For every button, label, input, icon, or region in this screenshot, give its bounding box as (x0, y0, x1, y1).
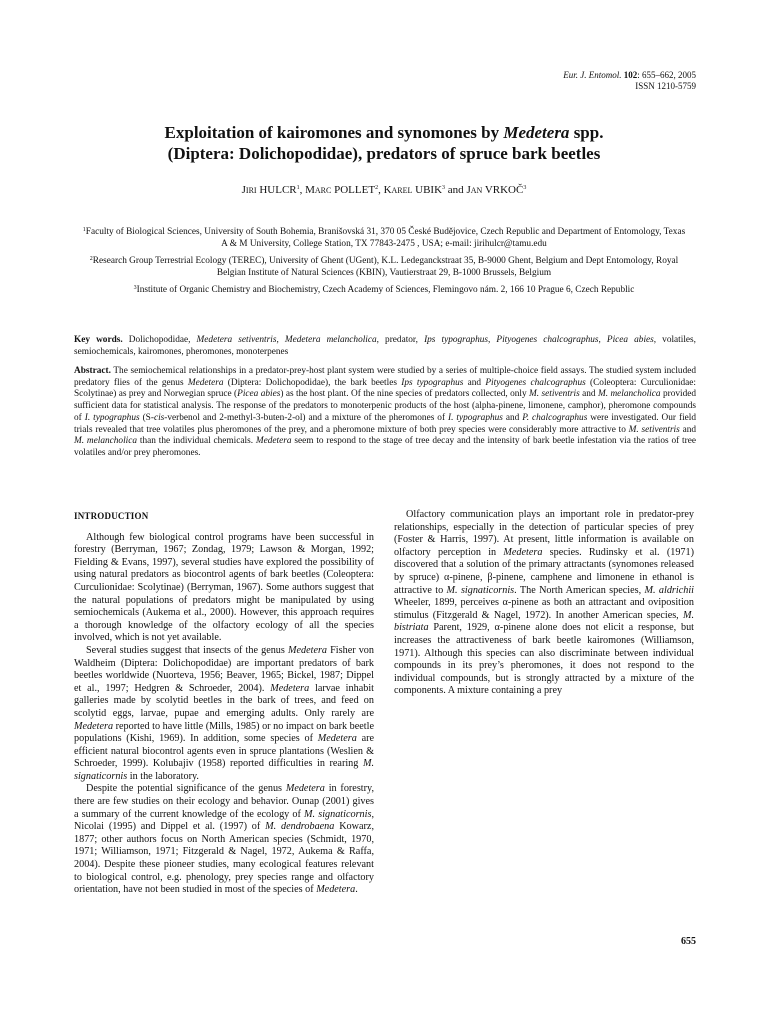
paper-title (72, 122, 696, 164)
abstract-text: were investigated. Our field trials revealed that tree volatiles plus pheromones of the prey, and a pheromone mixture of both prey species were considerably more attractive to (74, 412, 697, 435)
journal-volume: 102 (623, 70, 638, 80)
abstract-text: -verbenol and 2-methyl-3-buten-2-ol) and a mixture of the pheromones of (164, 412, 449, 423)
abstract-block (74, 366, 696, 460)
abstract-text: ) as the host plant. Of the nine species of predators collected, only (280, 389, 530, 400)
intro-paragraph-4 (394, 509, 694, 698)
affiliation-marker: 3 (442, 185, 446, 191)
paragraph-text: Parent, 1929, α-pinene alone does not elicit a response, but increases the attractiveness of bark beetle kairomones (Williamson, 1971). Although this species can also discriminate between individual compounds in its prey’s pheromones, it does not respond to the individual compounds, but is strongly attracted by a mixture of the components. A mixture containing a prey (394, 622, 694, 697)
keywords-text: , volatiles, semiochemicals, kairomones, pheromones, monoterpenes (74, 335, 697, 357)
keywords-text: , (598, 335, 607, 345)
abstract-text: seem to respond to the stage of tree decay and the intensity of bark beetle infestation via the ratios of tree volatiles and/or prey pheromones. (74, 436, 696, 458)
paragraph-species: Medetera (285, 783, 325, 795)
abstract-text: than the individual chemicals. (137, 436, 256, 447)
keywords-block (74, 334, 696, 358)
affiliation-marker: 2 (375, 185, 379, 191)
author-first-name: Marc (305, 184, 332, 196)
keywords-text: , predator, (376, 335, 425, 345)
abstract-species: I. typographus (84, 412, 140, 423)
author-first-name: Jan (466, 184, 483, 196)
affiliation-3 (80, 283, 688, 297)
paragraph-text: Kowarz, 1877; other authors focus on North American species (Schmidt, 1970, 1971; Williamson, 1971; Fitzgerald & Nagel, 1972, Aukema & Raffa, 2004). Despite these pioneer studies, many ecological features relevant to biological control, e.g. phenology, prey species range and olfactory orientation, have not been studied in most of the species of (74, 821, 374, 896)
keywords-species: Pityogenes chalcographus (496, 335, 599, 345)
title-line-1 (72, 122, 696, 143)
abstract-species: Medetera (255, 436, 292, 447)
affiliation-text: Institute of Organic Chemistry and Biochemistry, Czech Academy of Sciences, Flemingovo nám. 2, 166 10 Prague 6, Czech Republic (136, 285, 635, 295)
keywords-species: Picea abies (606, 335, 654, 345)
paragraph-text: are efficient natural biocontrol agents even in spruce plantations (Weslien & Schroeder, 1999). Kolubajiv (1958) reported difficulties in rearing (74, 733, 375, 770)
paragraph-species: M. aldrichii (644, 584, 694, 596)
keywords-text: , (487, 335, 497, 345)
paragraph-text: Wheeler, 1899, perceives α-pinene as both an attractant and oviposition stimulus (Fitzgerald & Nagel, 1972). In another American species, (394, 597, 694, 621)
affiliation-number: 2 (89, 256, 93, 262)
paragraph-species: Medetera (287, 644, 328, 656)
keywords-species: Ips typographus (424, 335, 488, 345)
abstract-species: M. melancholica (74, 436, 138, 447)
affiliation-text: Research Group Terrestrial Ecology (TEREC), University of Ghent (UGent), K.L. Ledeganckstraat 35, B-9000 Ghent, Belgium and Dept Entomology, Royal Belgian Institute of Natural Sciences (KBIN), Vautierstraat 29, B-1000 Brussels, Belgium (92, 256, 679, 278)
author-last-name: POLLET (331, 184, 376, 196)
abstract-text: and (679, 424, 696, 435)
abstract-text: (Coleoptera: Curculionidae: Scolytinae) as prey and Norwegian spruce ( (74, 377, 697, 400)
affiliation-2 (80, 254, 688, 279)
abstract-text: (S- (139, 412, 154, 423)
abstract-text: and (579, 389, 598, 400)
body-column-left (74, 509, 374, 897)
abstract-species: M. setiventris (628, 424, 680, 435)
paragraph-text: species. Rudinsky et al. (1971) discovered that a solution of the primary attractants (synomones released by spruce) α-pinene, β-pinene, camphene and limonene in ethanol is attractive to (394, 546, 694, 596)
section-heading-introduction: INTRODUCTION (74, 511, 149, 521)
paragraph-text: Fisher von Waldheim (Diptera: Dolichopodidae) are important predators of bark beetles worldwide (Nuorteva, 1956; Beaver, 1965; Bickel, 1987; Dippel et al., 1997; Hedgren & Schroeder, 2004). (74, 644, 374, 694)
journal-name: Eur. J. Entomol. (563, 70, 622, 80)
paragraph-species: Medetera (270, 682, 310, 694)
affiliation-text: Faculty of Biological Sciences, University of South Bohemia, Branišovská 31, 370 05 České Budějovice, Czech Republic and Department of Entomology, Texas A & M University, College Station, TX 77843-2475 , USA; e-mail: jirihulcr@tamu.edu (85, 227, 686, 249)
abstract-text: (Diptera: Dolichopodidae), the bark beetles (223, 377, 402, 388)
abstract-species: Pityogenes chalcographus (485, 377, 586, 388)
keywords-label: Key words. (74, 335, 123, 345)
affiliation-marker: 3 (523, 185, 527, 191)
paragraph-text: , Nicolai (1995) and Dippel et al. (1997) of (74, 808, 374, 833)
journal-reference-line (396, 70, 696, 81)
author-first-name: Karel (383, 184, 413, 196)
paragraph-text: . The North American species, (514, 584, 645, 596)
paragraph-species: Medetera (503, 546, 543, 558)
paragraph-species: M. signaticornis (446, 584, 515, 596)
paragraph-species: M. signaticornis (304, 808, 372, 820)
title-text: spp. (569, 123, 604, 142)
intro-paragraph-3 (74, 783, 374, 896)
paragraph-text: Olfactory communication plays an important role in predator-prey relationships, especially in the detection of particular species of prey (Foster & Harris, 1997). At present, little information is available on olfactory perception in (394, 509, 694, 558)
author-last-name: UBIK (412, 184, 443, 196)
paragraph-species: Medetera (317, 733, 357, 745)
abstract-species: Picea abies (237, 389, 281, 400)
intro-paragraph-2 (74, 645, 374, 784)
author-last-name: HULCR (256, 184, 297, 196)
page-number: 655 (681, 936, 696, 947)
affiliation-number: 3 (133, 285, 137, 291)
paragraph-species: M. bistriata (394, 609, 694, 634)
abstract-text: provided sufficient data for statistical analysis. The response of the predators to monoterpenic products of the host (alpha-pinene, limonene, camphor), pheromone compounds of (74, 389, 697, 423)
body-column-right (394, 509, 694, 698)
paragraph-species: Medetera (74, 720, 114, 732)
journal-citation (396, 70, 696, 92)
keywords-text: , (276, 335, 285, 345)
journal-pages: : 655–662, 2005 (637, 70, 696, 80)
paragraph-text: Despite the potential significance of the genus (86, 783, 286, 795)
paragraph-text: Several studies suggest that insects of the genus (86, 644, 288, 656)
affiliation-marker: 1 (296, 185, 300, 191)
title-line-2: (Diptera: Dolichopodidae), predators of spruce bark beetles (167, 144, 601, 163)
affiliations (80, 225, 688, 301)
title-text: Exploitation of kairomones and synomones by (164, 123, 504, 142)
paragraph-species: M. dendrobaena (265, 821, 335, 833)
abstract-species: Medetera (187, 377, 224, 388)
author-conjunction: and (445, 184, 467, 196)
affiliation-1 (80, 225, 688, 250)
author-first-name: Jiri (241, 184, 257, 196)
paragraph-text: larvae inhabit galleries made by scolytid beetles in the bark of trees, and feed on scolytid eggs, larvae, pupae and emerging adults. Only rarely are (74, 682, 374, 719)
abstract-species: P. chalcographus (522, 412, 588, 423)
abstract-text: and (502, 412, 523, 423)
affiliation-number: 1 (82, 227, 86, 233)
intro-paragraph-1 (74, 532, 374, 645)
author-last-name: VRKOČ (482, 184, 524, 196)
title-genus: Medetera (503, 123, 570, 142)
journal-issn: ISSN 1210-5759 (635, 81, 696, 91)
paragraph-text: in the laboratory. (127, 770, 199, 782)
paragraph-species: Medetera (316, 884, 356, 896)
author-separator: , (378, 184, 384, 196)
abstract-species: Ips typographus (401, 377, 464, 388)
abstract-species: cis (153, 412, 165, 423)
paragraph-text: Although few biological control programs have been successful in forestry (Berryman, 1967; Zondag, 1979; Lawson & Morgan, 1992; Fielding & Evans, 1997), several studies have explored the possibility of using natural predators as biocontrol agents of bark beetles (Coleoptera: Curculionidae: Scolytinae) (Berryman, 1967). Some authors suggest that the natural populations of predators might be manipulated by using semiochemicals (Aukema et al., 2000). However, this approach requires a thorough knowledge of the olfactory ecology of all the species involved, which is not yet available. (74, 531, 374, 644)
paragraph-species: M. signaticornis (74, 758, 374, 782)
paragraph-text: in forestry, there are few studies on their ecology and behavior. Ounap (2001) gives a summary of the current knowledge of the ecology of (74, 783, 374, 820)
abstract-species: M. melancholica (597, 389, 661, 400)
author-list (72, 182, 696, 197)
abstract-text: and (463, 377, 486, 388)
keywords-species: Medetera setiventris (196, 335, 277, 345)
abstract-species: I. typographus (448, 412, 503, 423)
keywords-species: Medetera melancholica (284, 335, 377, 345)
keywords-text: Dolichopodidae, (122, 335, 197, 345)
paragraph-text: reported to have little (Mills, 1985) or no impact on bark beetle populations (Kishi, 1969). In addition, some species of (74, 720, 374, 745)
abstract-text: The semiochemical relationships in a predator-prey-host plant system were studied by a series of multiple-choice field assays. The studied system included predatory flies of the genus (74, 366, 696, 388)
abstract-species: M. setiventris (529, 389, 580, 400)
abstract-label: Abstract. (74, 366, 111, 376)
paragraph-text: . (355, 884, 358, 896)
author-separator: , (299, 184, 306, 196)
